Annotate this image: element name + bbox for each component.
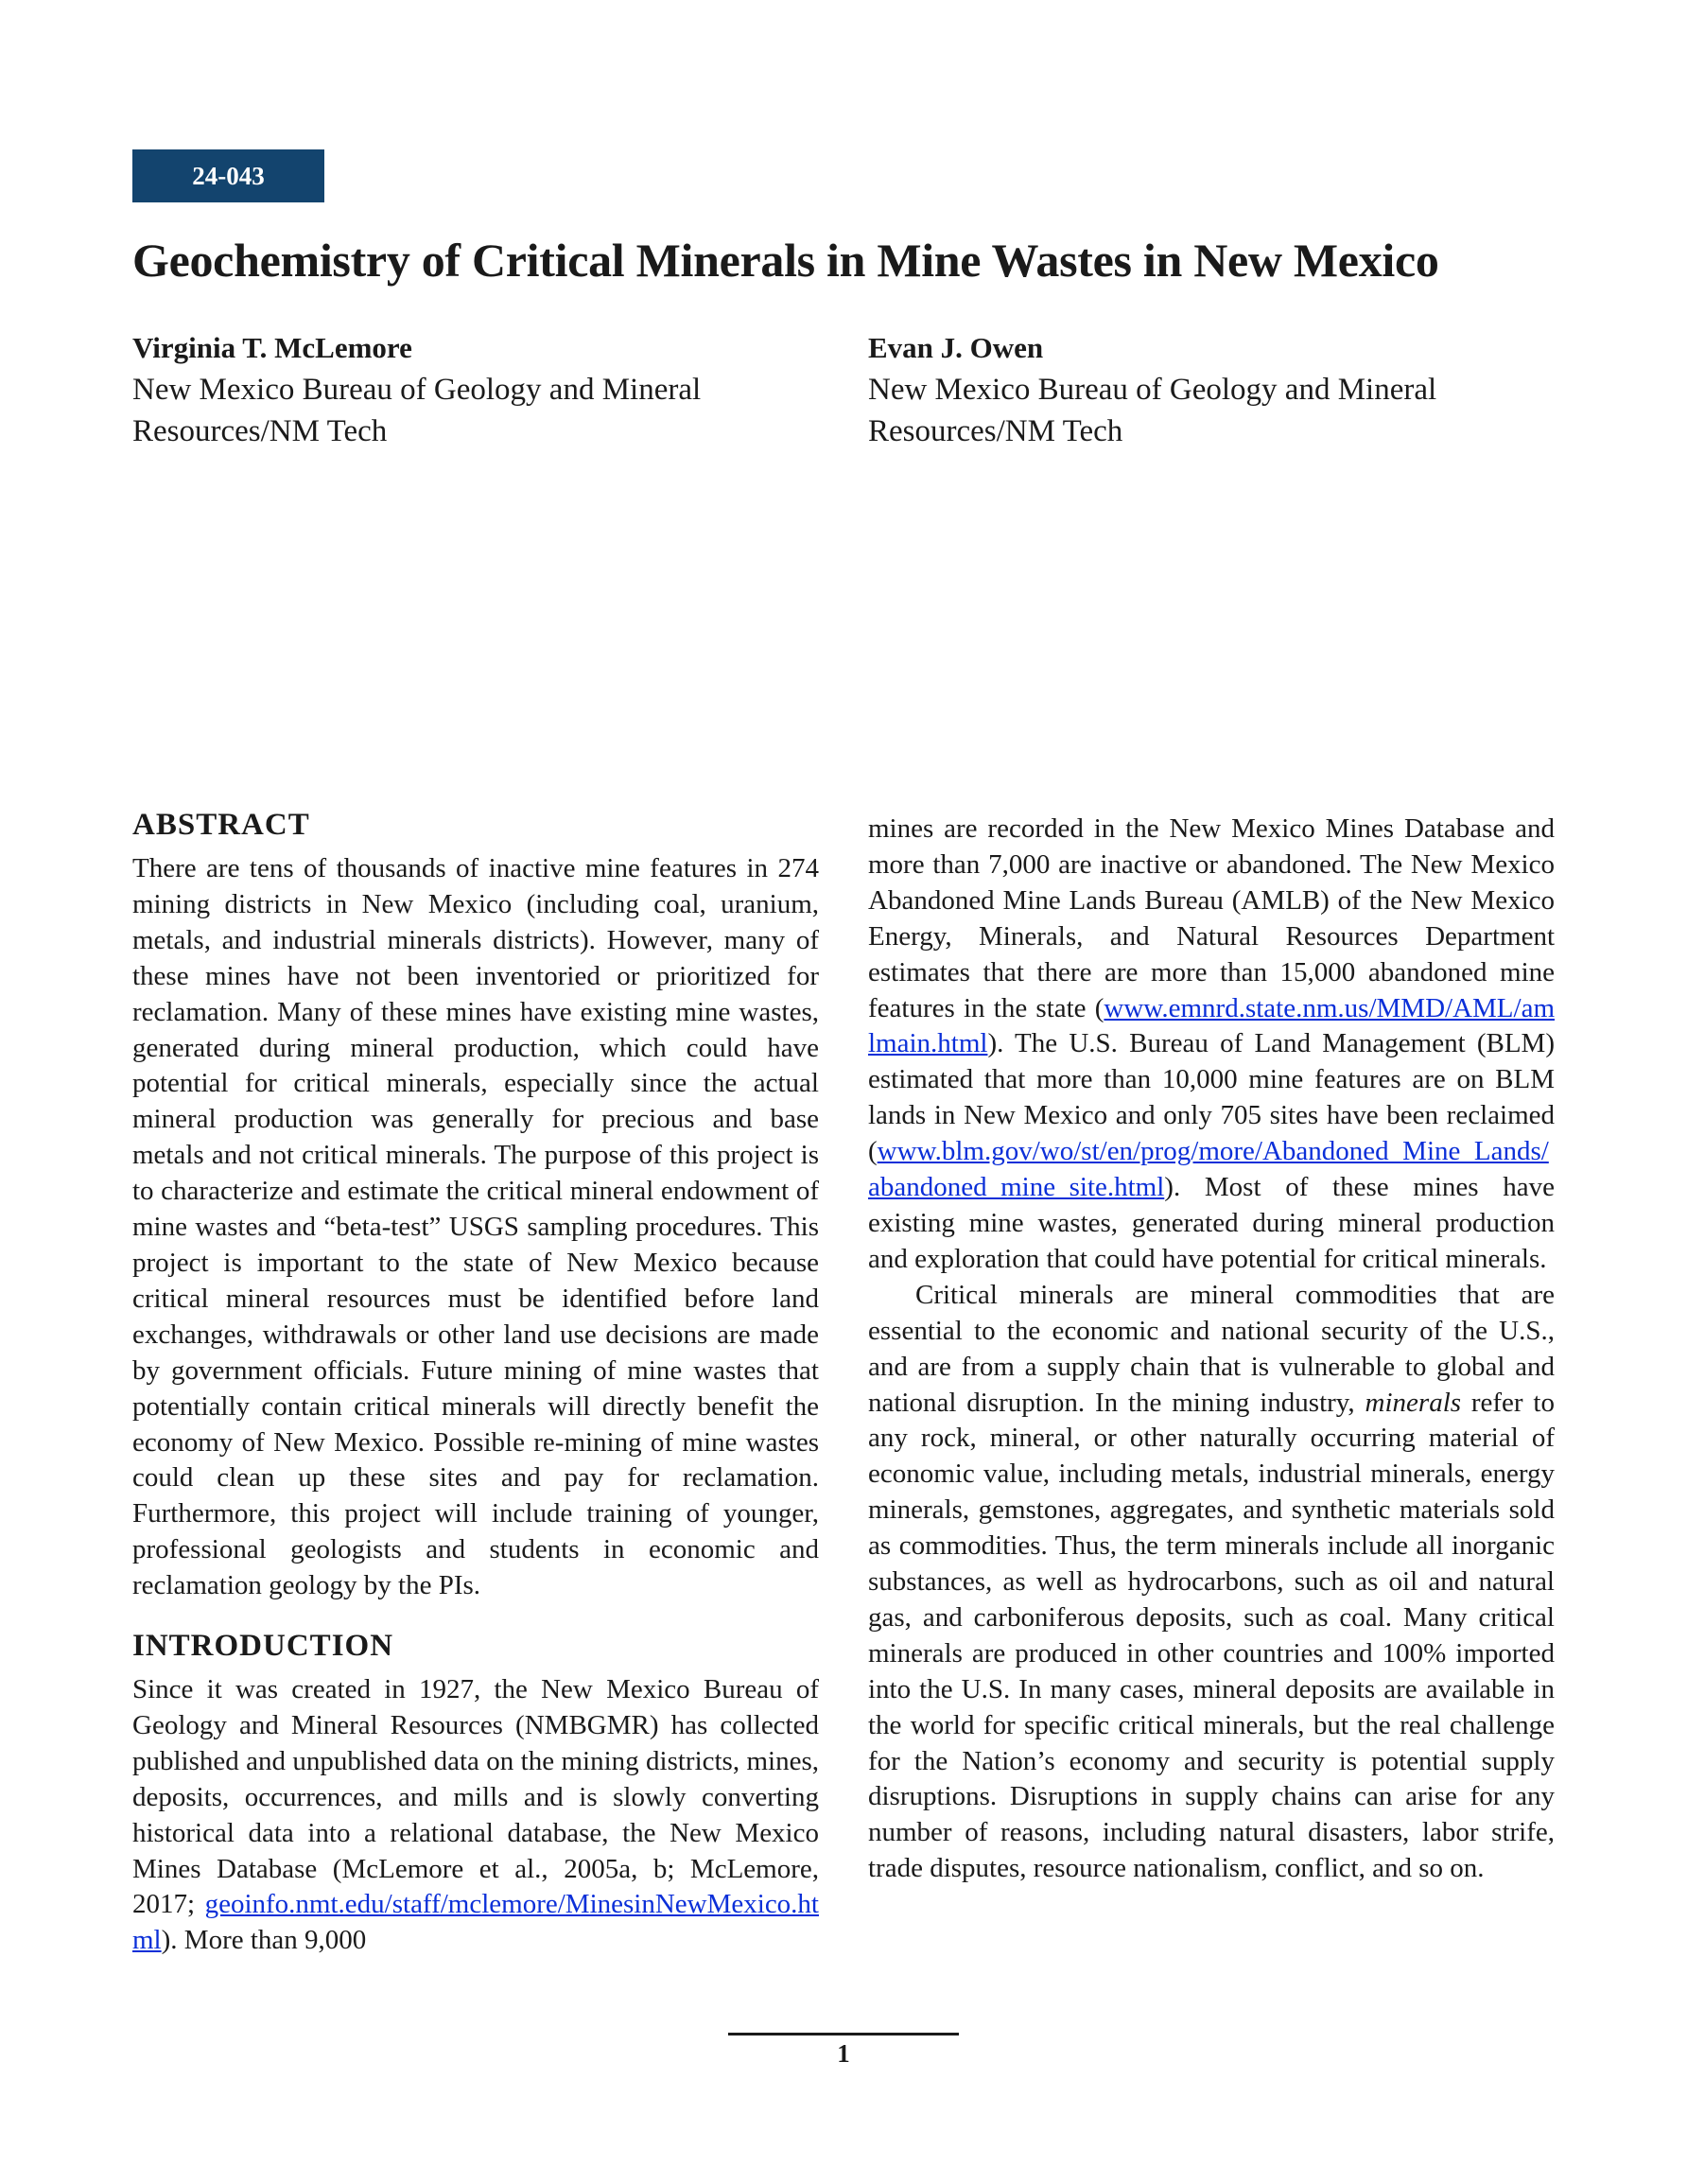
page-number: 1 <box>837 2039 850 2068</box>
report-number-badge <box>132 149 324 202</box>
intro-italic-term: minerals <box>1365 1387 1462 1418</box>
intro-text: mines are recorded in the New Mexico Mines Database and more than 7,000 are inactive or abandoned. The New Mexico Abandoned Mine Lands Bureau (AMLB) of the New Mexico Energy, Minerals, and Natural Resources Department estimates that there are more than 15,000 abandoned mine features in the state ( <box>868 813 1555 1023</box>
intro-text: Critical minerals are mineral commodities that are essential to the economic and national security of the U.S., and are from a supply chain that is vulnerable to global and national disruption. In the mining industry, <box>868 1279 1555 1418</box>
introduction-paragraph-1-start <box>132 1672 819 1959</box>
author-name: Virginia T. McLemore <box>132 331 412 364</box>
author-affiliation-line2: Resources/NM Tech <box>132 414 388 448</box>
report-number: 24-043 <box>192 161 265 190</box>
intro-text: Since it was created in 1927, the New Mexico Bureau of Geology and Mineral Resources (NMBGMR) has collected published and unpublished data on the mining districts, mines, deposits, occurrences, and mills and is slowly converting historical data into a relational database, the New Mexico Mines Database (McLemore et al., 2005a, b; McLemore, 2017; <box>132 1674 819 1920</box>
amlb-link[interactable]: www.emnrd.state.nm.us/MMD/AML/amlmain.html <box>868 992 1555 1059</box>
introduction-paragraph-1-cont <box>868 812 1555 1278</box>
right-column <box>868 812 1555 1887</box>
intro-text: ). Most of these mines have existing mine wastes, generated during mineral production and exploration that could have potential for critical minerals. <box>868 1172 1555 1274</box>
introduction-paragraph-2 <box>868 1278 1555 1887</box>
intro-text: ). The U.S. Bureau of Land Management (BLM) estimated that more than 10,000 mine features are on BLM lands in New Mexico and only 705 sites have been reclaimed ( <box>868 1028 1555 1167</box>
paper-title: Geochemistry of Critical Minerals in Mine Wastes in New Mexico <box>132 234 1439 287</box>
blm-link[interactable]: www.blm.gov/wo/st/en/prog/more/Abandoned_Mine_Lands/abandoned_mine_site.html <box>868 1136 1549 1203</box>
abstract-text: There are tens of thousands of inactive mine features in 274 mining districts in New Mexico (including coal, uranium, metals, and industrial minerals districts). However, many of these mines have not been inventoried or prioritized for reclamation. Many of these mines have existing mine wastes, generated during mineral production, which could have potential for critical minerals, especially since the actual mineral production was generally for precious and base metals and not critical minerals. The purpose of this project is to characterize and estimate the critical mineral endowment of mine wastes and “beta-test” USGS sampling procedures. This project is important to the state of New Mexico because critical mineral resources must be identified before land exchanges, withdrawals or other land use decisions are made by government officials. Future mining of mine wastes that potentially contain critical minerals will directly benefit the economy of New Mexico. Possible re-mining of mine wastes could clean up these sites and pay for reclamation. Furthermore, this project will include training of younger, professional geologists and students in economic and reclamation geology by the PIs. <box>132 853 819 1601</box>
introduction-heading: INTRODUCTION <box>132 1629 394 1664</box>
author-name: Evan J. Owen <box>868 331 1044 364</box>
footer-rule <box>728 2033 959 2035</box>
author-block-2 <box>868 327 1530 452</box>
left-column <box>132 804 819 1959</box>
author-affiliation-line2: Resources/NM Tech <box>868 414 1123 448</box>
intro-text: ). More than 9,000 <box>161 1925 367 1956</box>
mines-database-link[interactable]: geoinfo.nmt.edu/staff/mclemore/MinesinNewMexico.html <box>132 1889 819 1956</box>
intro-text: refer to any rock, mineral, or other naturally occurring material of economic value, including metals, industrial minerals, energy minerals, gemstones, aggregates, and synthetic materials sold as commodities. Thus, the term minerals include all inorganic substances, as well as hydrocarbons, such as oil and natural gas, and carboniferous deposits, such as coal. Many critical minerals are produced in other countries and 100% imported into the U.S. In many cases, mineral deposits are available in the world for specific critical minerals, but the real challenge for the Nation’s economy and security is potential supply disruptions. Disruptions in supply chains can arise for any number of reasons, including natural disasters, labor strife, trade disputes, resource nationalism, conflict, and so on. <box>868 1387 1555 1884</box>
abstract-heading: ABSTRACT <box>132 808 310 842</box>
author-affiliation-line1: New Mexico Bureau of Geology and Mineral <box>132 373 702 407</box>
author-block-1 <box>132 327 794 452</box>
author-affiliation-line1: New Mexico Bureau of Geology and Mineral <box>868 373 1437 407</box>
